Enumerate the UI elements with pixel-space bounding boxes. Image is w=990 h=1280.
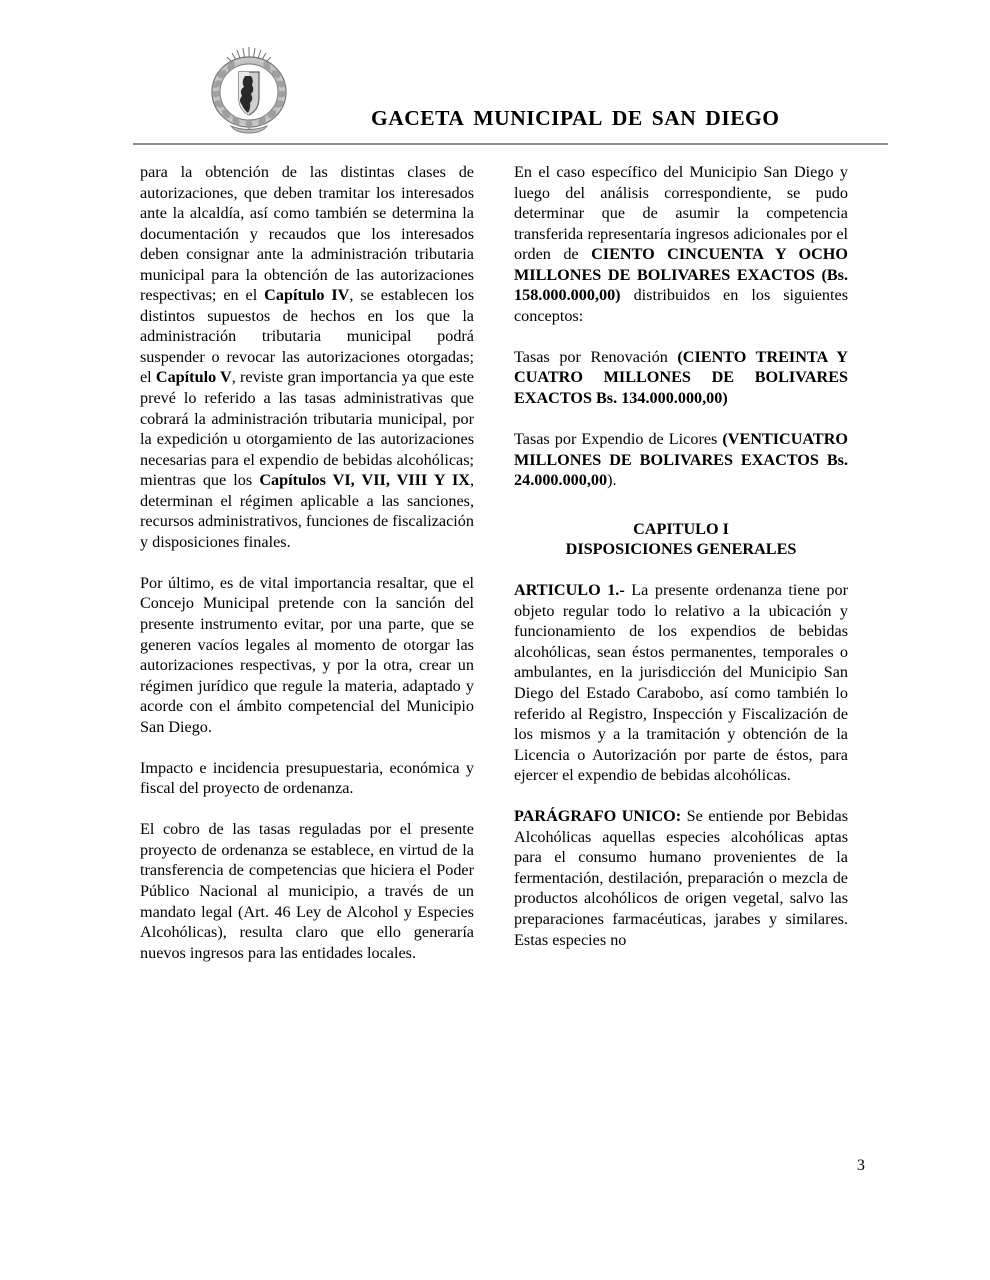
emphasis-text: ARTICULO 1.-: [514, 581, 625, 600]
page-title: [371, 106, 779, 131]
chapter-heading-line-2: DISPOSICIONES GENERALES: [565, 540, 797, 559]
body-text: Se entiende por Bebidas Alcohólicas aquellas especies alcohólicas aptas para el consumo humano provenientes de la fermentación, destilación, preparación o mezcla de productos alcohólicos de origen vegetal, salvo las preparaciones farmacéuticas, jarabes y similares. Estas especies no: [514, 807, 849, 949]
body-text: , determinan el régimen aplicable a las sanciones, recursos administrativos, funciones de fiscalización y disposiciones finales.: [140, 471, 474, 551]
p-capitulos: [140, 162, 474, 552]
body-text: ).: [607, 471, 617, 490]
title-word: DE: [611, 106, 643, 130]
body-text: , se establecen los distintos supuestos de hechos en los que la administración tributaria municipal podrá suspender o revocar las autorizaciones otorgadas; el: [140, 286, 475, 387]
body-text: para la obtención de las distintas clases de autorizaciones, que deben tramitar los interesados ante la alcaldía, así como también se determina la documentación y recaudos que los interesados deben consignar ante la administración tributaria municipal para la obtención de las autorizaciones respectivas; en el: [140, 163, 474, 305]
page-header: [133, 36, 888, 144]
emphasis-text: PARÁGRAFO UNICO:: [514, 807, 682, 826]
p-tasas-renovacion: [514, 347, 848, 409]
body-text: En el caso específico del Municipio San Diego y luego del análisis correspondiente, se pudo determinar que de asumir la competencia transferida representaría ingresos adicionales por el orden de: [514, 163, 848, 264]
p-tasas-expendio: [514, 429, 848, 491]
emphasis-text: (CIENTO TREINTA Y CUATRO MILLONES DE BOLIVARES EXACTOS Bs. 134.000.000,00): [514, 347, 848, 407]
emphasis-text: Capítulos VI, VII, VIII Y IX: [259, 471, 470, 490]
chapter-heading: [514, 519, 848, 560]
p-por-ultimo: [140, 573, 474, 737]
p-cobro-tasas: [140, 819, 474, 963]
title-word: SAN: [651, 106, 697, 130]
body-text: Tasas por Expendio de Licores: [514, 430, 723, 449]
p-paragrafo-unico: [514, 806, 848, 950]
emphasis-text: (VENTICUATRO MILLONES DE BOLIVARES EXACTOS Bs. 24.000.000,00: [514, 430, 848, 490]
right-column-top-paragraphs: [514, 162, 848, 491]
section-spacer: [514, 491, 848, 519]
right-column-bottom-paragraphs: [514, 580, 848, 950]
right-text-column: [514, 162, 848, 950]
chapter-heading-line-1: CAPITULO I: [633, 519, 729, 538]
left-text-column: [140, 162, 474, 963]
coat-of-arms-icon: [205, 42, 293, 138]
title-word: DIEGO: [705, 106, 780, 130]
emphasis-text: Capítulo IV: [264, 286, 350, 305]
body-text: distribuidos en los siguientes conceptos:: [514, 286, 848, 325]
page-number: 3: [856, 1156, 865, 1174]
p-articulo-1: [514, 580, 848, 785]
emphasis-text: CIENTO CINCUENTA Y OCHO MILLONES DE BOLIVARES EXACTOS (Bs. 158.000.000,00): [514, 245, 848, 305]
body-text: La presente ordenanza tiene por objeto regular todo lo relativo a la ubicación y funcionamiento de los expendios de bebidas alcohólicas, sean éstos permanentes, temporales o ambulantes, en la jurisdicción del Municipio San Diego del Estado Carabobo, así como también lo referido al Registro, Inspección y Fiscalización de los mismos y a la tramitación y obtención de la Licencia o Autorización por parte de éstos, para ejercer el expendio de bebidas alcohólicas.: [514, 581, 848, 785]
emphasis-text: Capítulo V: [155, 368, 232, 387]
header-divider: [133, 143, 888, 145]
title-word: GACETA: [371, 106, 465, 130]
p-impacto: [140, 758, 474, 799]
body-text: Impacto e incidencia presupuestaria, económica y fiscal del proyecto de ordenanza.: [140, 758, 474, 798]
p-caso-especifico: [514, 162, 848, 326]
body-text: Por último, es de vital importancia resaltar, que el Concejo Municipal pretende con la sanción del presente instrumento evitar, por una parte, que se generen vacíos legales al momento de otorgar las autorizaciones respectivas, y por la otra, crear un régimen jurídico que regule la materia, adaptado y acorde con el ámbito competencial del Municipio San Diego.: [140, 573, 474, 736]
body-text: El cobro de las tasas reguladas por el presente proyecto de ordenanza se establece, en virtud de la transferencia de competencias que hiciera el Poder Público Nacional al municipio, a través de un mandato legal (Art. 46 Ley de Alcohol y Especies Alcohólicas), resulta claro que ello generaría nuevos ingresos para las entidades locales.: [140, 820, 474, 962]
body-text: Tasas por Renovación: [514, 347, 678, 366]
title-word: MUNICIPAL: [473, 106, 603, 130]
body-text: , reviste gran importancia ya que este prevé lo referido a las tasas administrativas que cobrará la administración tributaria municipal, por la expedición u otorgamiento de las autorizaciones necesarias para el expendio de bebidas alcohólicas; mientras que los: [140, 368, 474, 490]
